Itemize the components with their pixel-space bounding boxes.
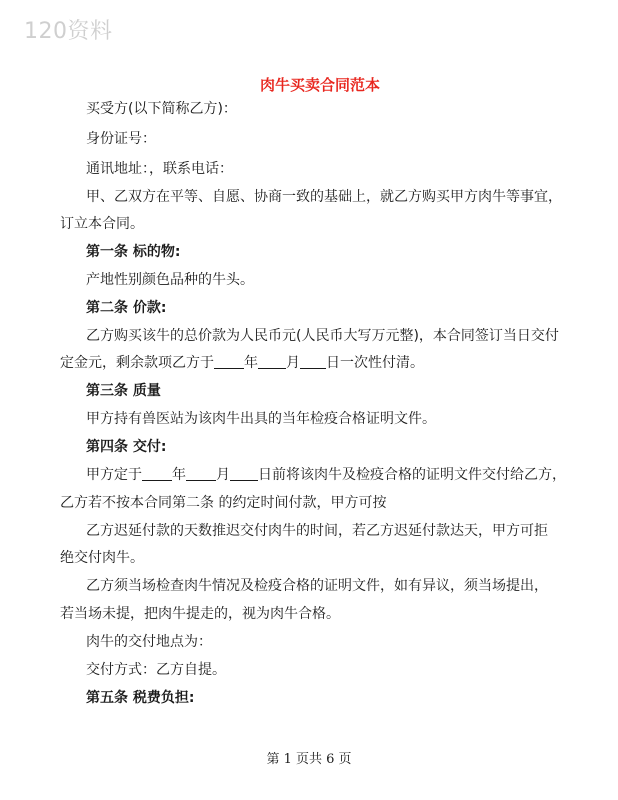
article-3-text: 甲方持有兽医站为该肉牛出具的当年检疫合格证明文件。 <box>86 411 436 427</box>
id-number-line: 身份证号： <box>86 131 156 147</box>
delivery-year-blank <box>142 466 172 481</box>
watermark-text: 120资料 <box>24 19 113 44</box>
intro-paragraph-line-1: 甲、乙双方在平等、自愿、协商一致的基础上，就乙方购买甲方肉牛等事宜， <box>86 189 562 205</box>
article-4-text-line-6: 若当场未提，把肉牛提走的，视为肉牛合格。 <box>60 606 340 622</box>
article-1-text: 产地性别颜色品种的牛头。 <box>86 272 254 288</box>
month-blank <box>258 354 286 369</box>
article-2-text-line-2-end: 日一次性付清。 <box>326 355 424 371</box>
year-blank <box>214 354 244 369</box>
buyer-line: 买受方(以下简称乙方)： <box>86 101 237 117</box>
delivery-year-label: 年 <box>172 467 186 483</box>
intro-paragraph-line-2: 订立本合同。 <box>60 216 144 232</box>
page-number-footer: 第 1 页共 6 页 <box>266 752 352 767</box>
article-4-text-line-2: 乙方若不按本合同第二条 的约定时间付款，甲方可按 <box>60 495 387 511</box>
delivery-day-blank <box>230 466 258 481</box>
article-2-text-line-2 <box>60 353 424 373</box>
month-label: 月 <box>286 355 300 371</box>
document-title: 肉牛买卖合同范本 <box>259 76 380 94</box>
delivery-month-label: 月 <box>216 467 230 483</box>
address-phone-line: 通讯地址：，联系电话： <box>86 161 233 177</box>
article-4-text-line-8: 交付方式：乙方自提。 <box>86 662 226 678</box>
article-2-text-line-2-start: 定金元，剩余款项乙方于 <box>60 355 214 371</box>
article-4-text-line-4: 绝交付肉牛。 <box>60 550 144 566</box>
article-4-text-line-7: 肉牛的交付地点为： <box>86 634 212 650</box>
article-2-heading: 第二条 价款: <box>86 300 167 316</box>
article-5-heading: 第五条 税费负担: <box>86 690 195 706</box>
article-4-text-line-1-end: 日前将该肉牛及检疫合格的证明文件交付给乙方， <box>258 467 566 483</box>
article-1-heading: 第一条 标的物: <box>86 244 181 260</box>
article-3-heading: 第三条 质量 <box>86 383 161 399</box>
delivery-month-blank <box>186 466 216 481</box>
article-2-text-line-1: 乙方购买该牛的总价款为人民币元(人民币大写万元整)，本合同签订当日交付 <box>86 328 559 344</box>
day-blank <box>300 354 326 369</box>
article-4-text-line-1 <box>86 465 566 485</box>
article-4-text-line-5: 乙方须当场检查肉牛情况及检疫合格的证明文件，如有异议，须当场提出， <box>86 578 548 594</box>
article-4-heading: 第四条 交付: <box>86 439 167 455</box>
article-4-text-line-3: 乙方迟延付款的天数推迟交付肉牛的时间，若乙方迟延付款达天，甲方可拒 <box>86 523 548 539</box>
year-label: 年 <box>244 355 258 371</box>
article-4-text-line-1-start: 甲方定于 <box>86 467 142 483</box>
